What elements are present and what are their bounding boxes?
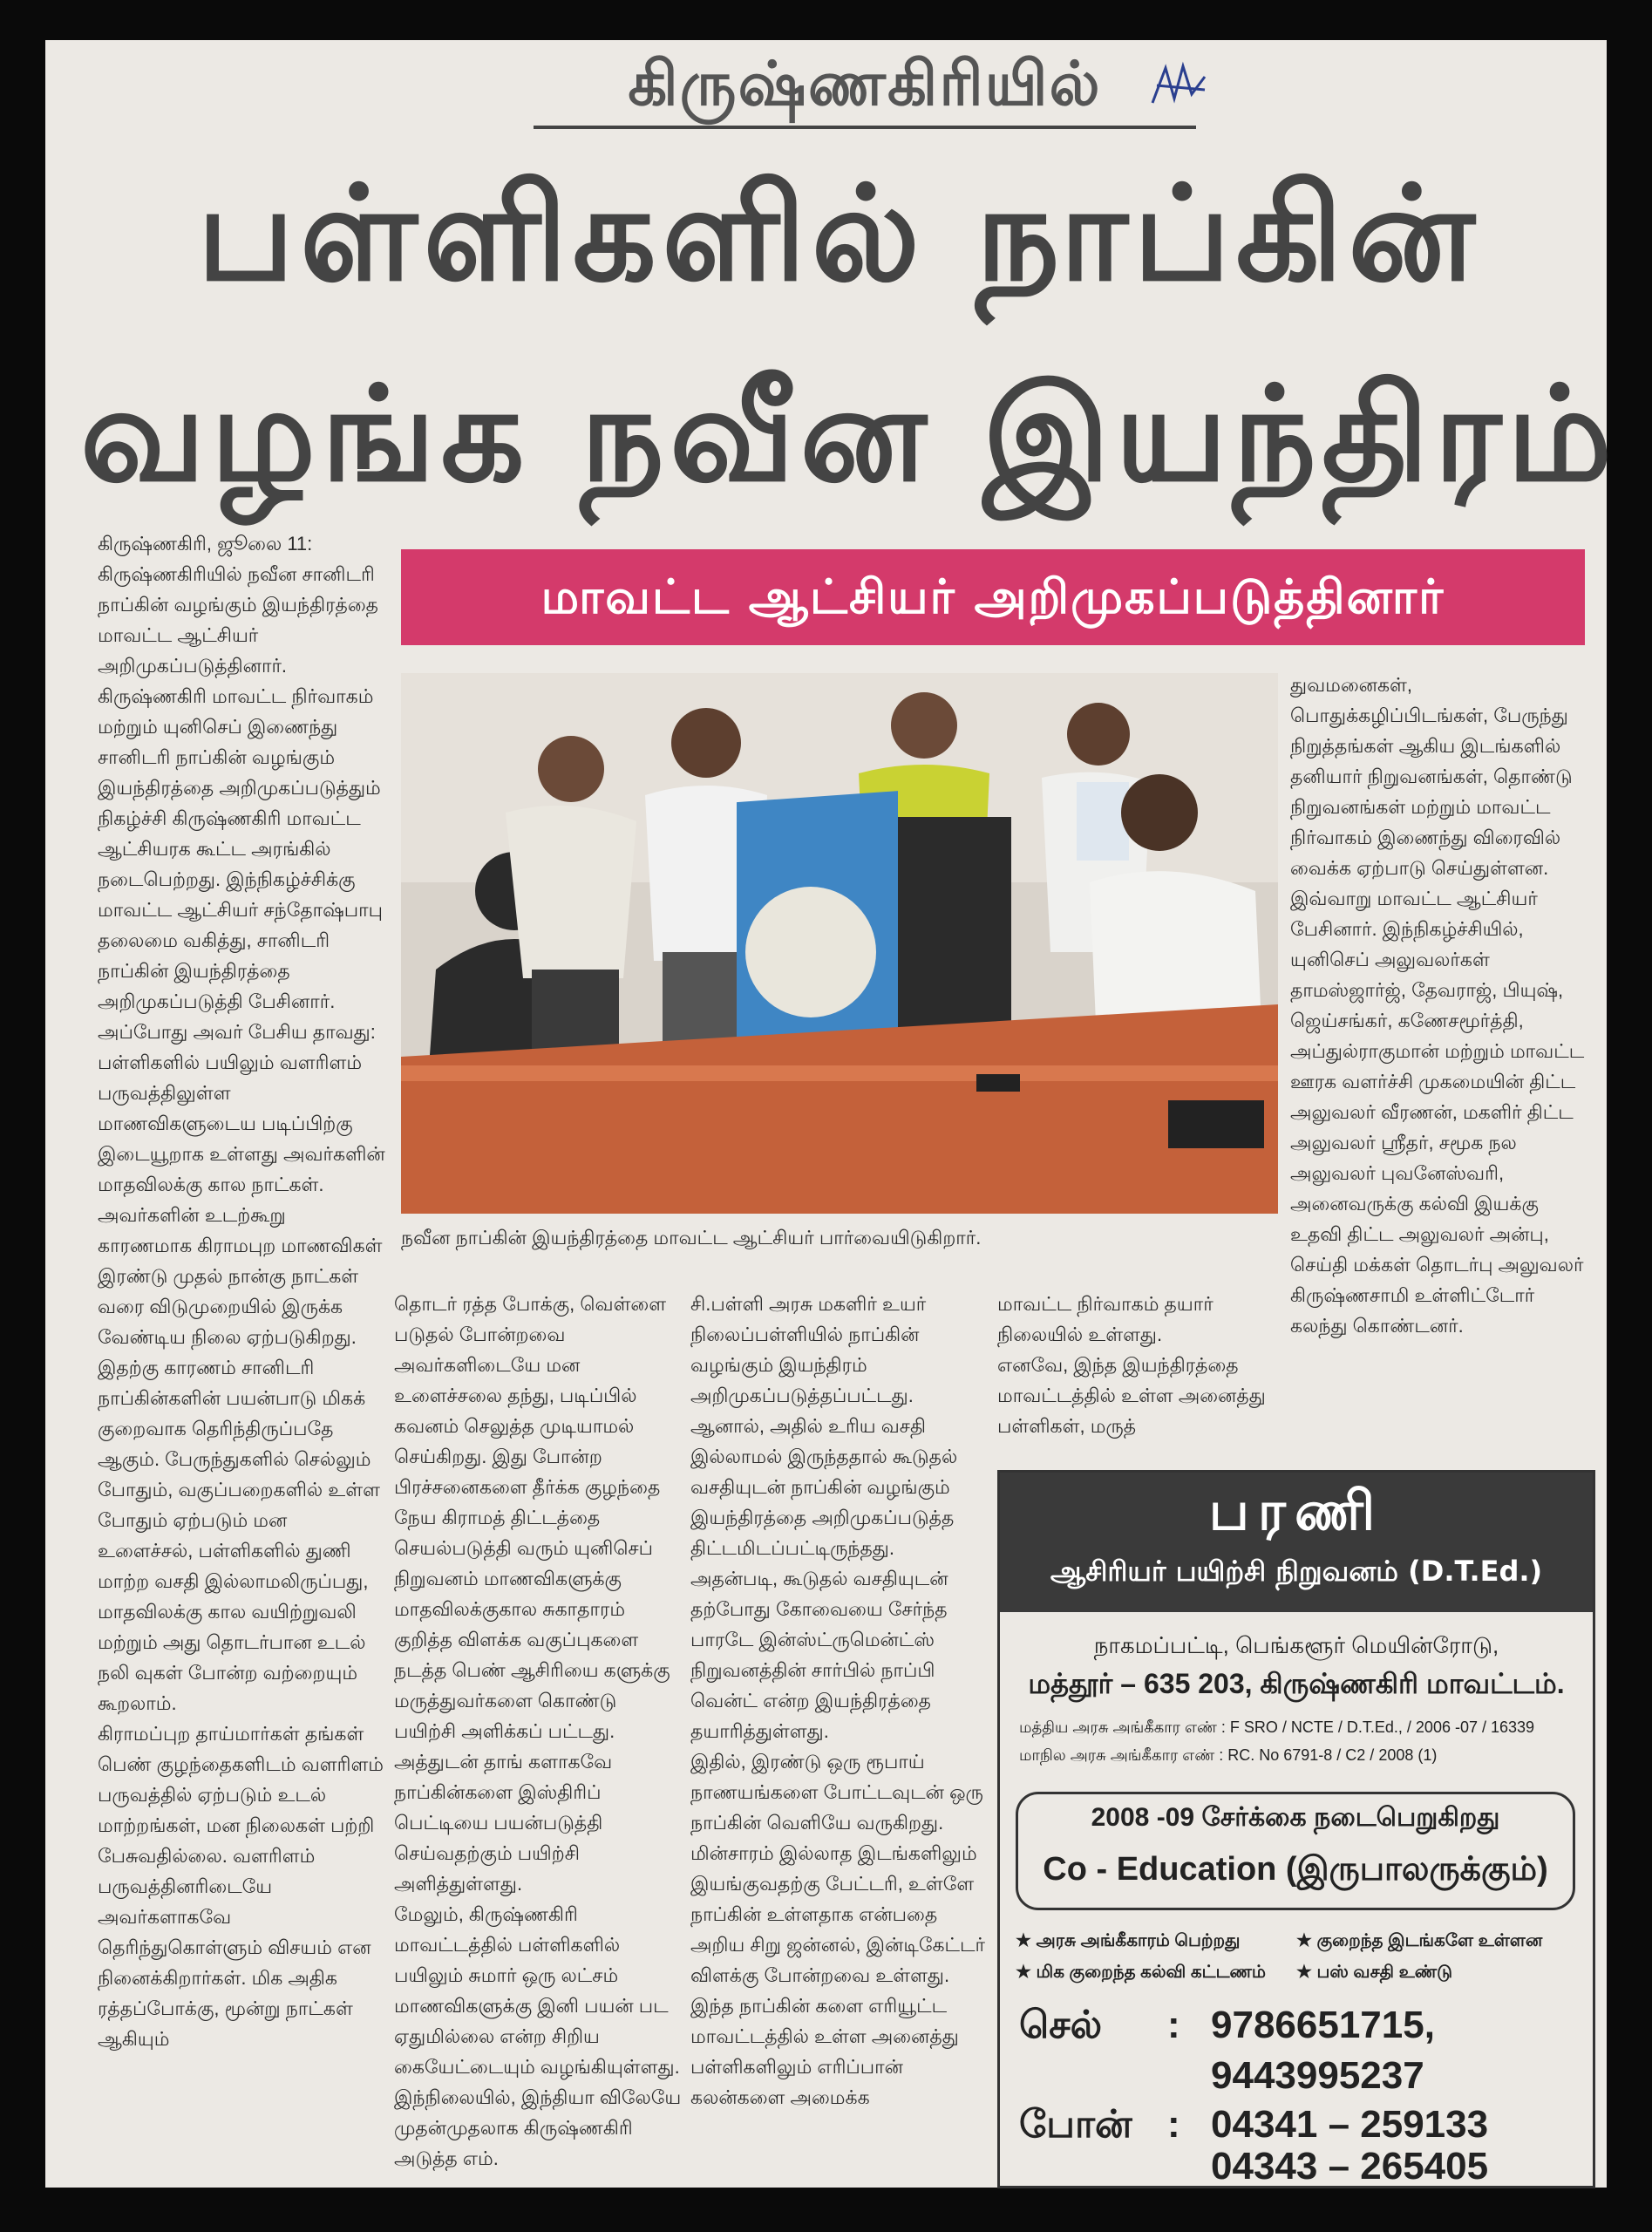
headline-line1: பள்ளிகளில் நாப்கின் [197,159,1480,310]
ad-phone-number: 04341 – 259133 [1211,2103,1489,2146]
ad-cell-label: செல் [1019,2004,1103,2046]
article-paragraph: மாவட்ட நிர்வாகம் தயார் நிலையில் உள்ளது. [997,1293,1214,1345]
ad-feature: ★ அரசு அங்கீகாரம் பெற்றது [1016,1931,1241,1950]
ad-state-recognition: மாநில அரசு அங்கீகார எண் : RC. No 6791-8 / C2 / 2008 (1) [1019,1746,1438,1764]
pen-scribble-icon [1144,51,1214,120]
ad-cell-line-2 [1211,2050,1424,2102]
ad-admission-box [1016,1792,1575,1910]
article-column-4 [997,1289,1278,1437]
ad-phone-line-2 [1211,2140,1488,2193]
ad-phone-line-1: போன் : 04341 – 259133 [1019,2099,1488,2151]
photo-illustration [401,673,1278,1214]
newspaper-clipping [45,40,1618,2188]
article-paragraph: சி.பள்ளி அரசு மகளிர் உயர் நிலைப்பள்ளியில் நாப்கின் வழங்கும் இயந்திரம் அறிமுகப்படுத்தப்பட்டது. ஆனால், அதில் உரிய வசதி இல்லாமல் இருந்ததால் கூடுதல் வசதியுடன் நாப்கின் வழங்கும் இயந்திரத்தை அறிமுகப்படுத்த திட்டமிடப்பட்டிருந்தது. அதன்படி, கூடுதல் வசதியுடன் தற்போது கோவையை சேர்ந்த பாரடே இன்ஸ்ட்ருமென்ட்ஸ் நிறுவனத்தின் சார்பில் நாப்பி வென்ட் என்ற இயந்திரத்தை தயாரித்துள்ளது. [690,1293,958,1742]
ad-brand: பரணி [1208,1479,1384,1542]
ad-institute: ஆசிரியர் பயிற்சி நிறுவனம் (D.T.Ed.) [1050,1555,1543,1588]
ad-coeducation: Co - Education (இருபாலருக்கும்) [1043,1851,1548,1888]
kicker-rule [534,126,1196,129]
article-paragraph: இந்நிலையில், இந்தியா விலேயே முதன்முதலாக கிருஷ்ணகிரி அடுத்த எம். [394,2086,682,2169]
article-paragraph: தொடர் ரத்த போக்கு, வெள்ளை படுதல் போன்றவை அவர்களிடையே மன உளைச்சலை தந்து, படிப்பில் கவனம் செலுத்த முடியாமல் செய்கிறது. இது போன்ற பிரச்சனைகளை தீர்க்க குழந்தை நேய கிராமத் திட்டத்தை செயல்படுத்தி வரும் யுனிசெப் நிறுவனம் மாணவிகளுக்கு மாதவிலக்குகால சுகாதாரம் குறித்த விளக்க வகுப்புகளை நடத்த பெண் ஆசிரியை களுக்கு மருத்துவர்களை கொண்டு பயிற்சி அளிக்கப் பட்டது. அத்துடன் தாங் களாகவே நாப்கின்களை இஸ்திரிப் பெட்டியை பயன்படுத்தி செய்வதற்கும் பயிற்சி அளித்துள்ளது. [394,1293,670,1895]
article-column-5 [1290,670,1587,1337]
article-paragraph: இதில், இரண்டு ஒரு ரூபாய் நாணயங்களை போட்டவுடன் ஒரு நாப்கின் வெளியே வருகிறது. மின்சாரம் இல்லாத இடங்களிலும் இயங்குவதற்கு பேட்டரி, உள்ளே நாப்கின் உள்ளதாக என்பதை அறிய சிறு ஜன்னல், இன்டிகேட்டர் விளக்கு போன்றவை உள்ளது. இந்த நாப்கின் களை எரியூட்ட மாவட்டத்தில் உள்ள அனைத்து பள்ளிகளிலும் எரிப்பான் கலன்களை அமைக்க [690,1751,986,2108]
ad-phone-number: 04343 – 265405 [1211,2145,1489,2188]
ad-phone-label: போன் [1019,2103,1132,2146]
subheadline-banner: மாவட்ட ஆட்சியர் அறிமுகப்படுத்தினார் [401,549,1585,645]
article-column-2 [394,1289,682,2187]
article-paragraph: எனவே, இந்த இயந்திரத்தை மாவட்டத்தில் உள்ள அனைத்து பள்ளிகள், மருத் [997,1354,1266,1437]
star-icon: ★ [1296,1931,1312,1950]
article-paragraph: கிராமப்புற தாய்மார்கள் தங்கள் பெண் குழந்தைகளிடம் வளரிளம் பருவத்தில் ஏற்படும் உடல் மாற்றங்கள், மன நிலைகள் பற்றி பேசுவதில்லை. வளரிளம் பருவத்தினரிடையே அவர்களாகவே தெரிந்துகொள்ளும் விசயம் என நினைக்கிறார்கள். மிக அதிக ரத்தப்போக்கு, மூன்று நாட்கள் ஆகியும் [98,1723,384,2050]
ad-address-line1: நாகமப்பட்டி, பெங்களூர் மெயின்ரோடு, [1093,1632,1499,1658]
ad-cell-number: 9786651715, [1211,2004,1435,2046]
star-icon: ★ [1016,1931,1031,1950]
article-paragraph: துவமனைகள், பொதுக்கழிப்பிடங்கள், பேருந்து நிறுத்தங்கள் ஆகிய இடங்களில் தனியார் நிறுவனங்கள், தொண்டு நிறுவனங்கள் மற்றும் மாவட்ட நிர்வாகம் இணைந்து விரைவில் வைக்க ஏற்பாடு செய்துள்ளன. இவ்வாறு மாவட்ட ஆட்சியர் பேசினார். இந்நிகழ்ச்சியில், யுனிசெப் அலுவலர்கள் தாமஸ்ஜார்ஜ், தேவராஜ், பியுஷ், ஜெய்சங்கர், கணேசமூர்த்தி, அப்துல்ராகுமான் மற்றும் மாவட்ட ஊரக வளர்ச்சி முகமையின் திட்ட அலுவலர் வீரணன், மகளிர் திட்ட அலுவலர் ஸ்ரீதர், சமூக நல அலுவலர் புவனேஸ்வரி, அனைவருக்கு கல்வி இயக்கு உதவி திட்ட அலுவலர் அன்பு, செய்தி மக்கள் தொடர்பு அலுவலர் கிருஷ்ணசாமி உள்ளிட்டோர் கலந்து கொண்டனர். [1290,674,1585,1337]
photo-caption: நவீன நாப்கின் இயந்திரத்தை மாவட்ட ஆட்சியர் பார்வையிடுகிறார். [401,1227,982,1249]
headline-line2: வழங்க நவீன இயந்திரம் [80,359,1618,511]
article-paragraph: கிருஷ்ணகிரி, ஜூலை 11: கிருஷ்ணகிரியில் நவீன சானிடரி நாப்கின் வழங்கும் இயந்திரத்தை மாவட்ட ஆட்சியர் அறிமுகப்படுத்தினார். [98,533,378,677]
article-paragraph: மேலும், கிருஷ்ணகிரி மாவட்டத்தில் பள்ளிகளில் பயிலும் சுமார் ஒரு லட்சம் மாணவிகளுக்கு இனி பயன் பட ஏதுமில்லை என்ற சிறிய கையேட்டையும் வழங்கியுள்ளது. [394,1903,680,2078]
ad-header [1000,1473,1593,1612]
ad-feature: ★ மிக குறைந்த கல்வி கட்டணம் [1016,1963,1267,1982]
article-column-1 [98,528,385,2185]
advertisement [997,1470,1595,2188]
ad-cell-number: 9443995237 [1211,2054,1424,2097]
article-paragraph: கிருஷ்ணகிரி மாவட்ட நிர்வாகம் மற்றும் யுனிசெப் இணைந்து சானிடரி நாப்கின் வழங்கும் இயந்திரத்தை அறிமுகப்படுத்தும் நிகழ்ச்சி கிருஷ்ணகிரி மாவட்ட ஆட்சியரக கூட்ட அரங்கில் நடைபெற்றது. இந்நிகழ்ச்சிக்கு மாவட்ட ஆட்சியர் சந்தோஷ்பாபு தலைமை வகித்து, சானிடரி நாப்கின் இயந்திரத்தை அறிமுகப்படுத்தி பேசினார். அப்போது அவர் பேசிய தாவது: [98,685,384,1043]
ad-feature: ★ பஸ் வசதி உண்டு [1296,1963,1453,1982]
article-paragraph: இதற்கு காரணம் சானிடரி நாப்கின்களின் பயன்பாடு மிகக் குறைவாக தெரிந்திருப்பதே ஆகும். பேருந்துகளில் செல்லும் போதும், வகுப்பறைகளில் உள்ள போதும் ஏற்படும் மன உளைச்சல், பள்ளிகளில் துணி மாற்ற வசதி இல்லாமலிருப்பது, மாதவிலக்கு கால வயிற்றுவலி மற்றும் அது தொடர்பான உடல் நலி வுகள் போன்ற வற்றையும் கூறலாம். [98,1357,380,1714]
star-icon: ★ [1016,1963,1031,1982]
ad-feature: ★ குறைந்த இடங்களே உள்ளன [1296,1931,1543,1950]
article-paragraph: பள்ளிகளில் பயிலும் வளரிளம் பருவத்திலுள்ள மாணவிகளுடைய படிப்பிற்கு இடையூறாக உள்ளது அவர்களின் மாதவிலக்கு கால நாட்கள். அவர்களின் உடற்கூறு காரணமாக கிராமபுற மாணவிகள் இரண்டு முதல் நான்கு நாட்கள் வரை விடுமுறையில் இருக்க வேண்டிய நிலை ஏற்படுகிறது. [98,1051,385,1348]
kicker: கிருஷ்ணகிரியில் [628,48,1102,119]
article-column-3 [690,1289,987,2187]
ad-cell-line-1: செல் : 9786651715, [1019,1999,1435,2052]
star-icon: ★ [1296,1963,1312,1982]
news-photo [401,673,1278,1214]
ad-address-line2: மத்தூர் – 635 203, கிருஷ்ணகிரி மாவட்டம். [1028,1668,1565,1699]
ad-central-recognition: மத்திய அரசு அங்கீகார எண் : F SRO / NCTE / D.T.Ed., / 2006 -07 / 16339 [1019,1718,1535,1736]
ad-admission: 2008 -09 சேர்க்கை நடைபெறுகிறது [1091,1803,1500,1832]
